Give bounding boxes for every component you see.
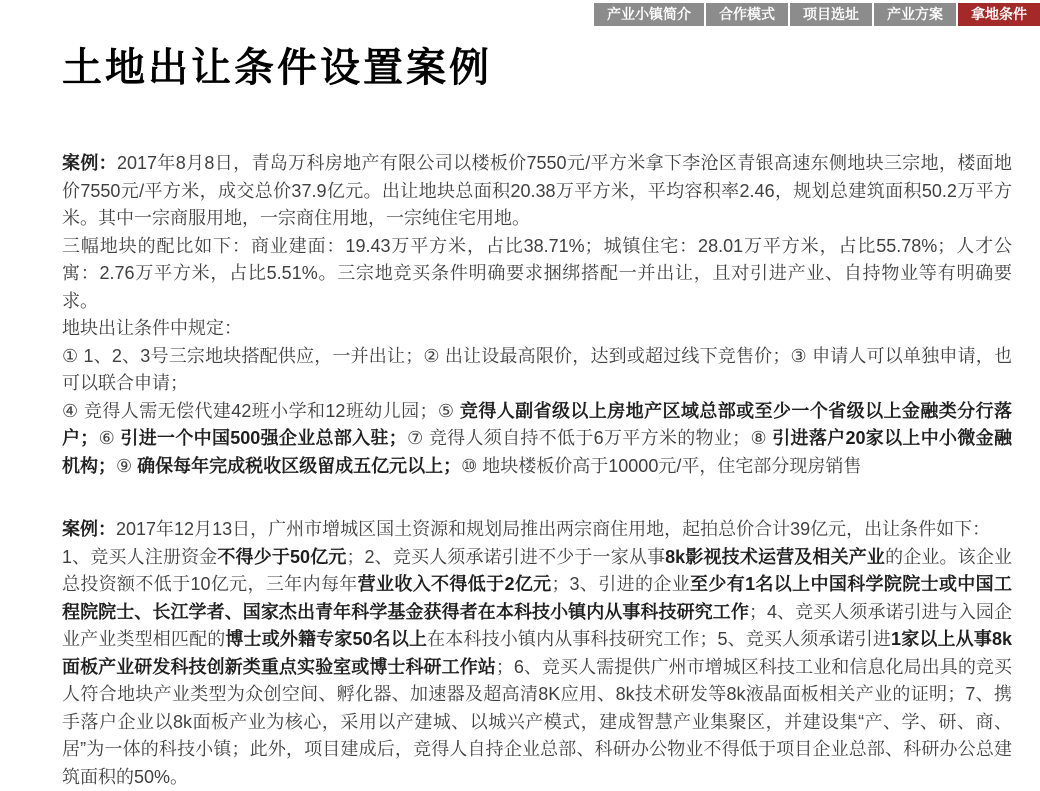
page-title: 土地出让条件设置案例: [62, 36, 492, 93]
tab-industry-town-intro[interactable]: 产业小镇简介: [594, 3, 704, 26]
case-1-ratio-paragraph: 三幅地块的配比如下：商业建面：19.43万平方米，占比38.71%；城镇住宅：28.01万平方米，占比55.78%；人才公寓：2.76万平方米，占比5.51%。三宗地竞买条件明确要求捆绑搭配一并出让，且对引进产业、自持物业等有明确要求。: [62, 233, 1012, 316]
case-2-intro-paragraph: 案例：2017年12月13日，广州市增城区国土资源和规划局推出两宗商住用地，起拍总价合计39亿元，出让条件如下：: [62, 516, 1012, 544]
case-1-rules-heading: 地块出让条件中规定：: [62, 315, 1012, 343]
tab-industry-plan[interactable]: 产业方案: [874, 3, 956, 26]
case-1-rules-4-10-paragraph: ④ 竞得人需无偿代建42班小学和12班幼儿园；⑤ 竞得人副省级以上房地产区域总部或至少一个省级以上金融类分行落户；⑥ 引进一个中国500强企业总部入驻；⑦ 竞得人须自持不低于6万平方米的物业；⑧ 引进落户20家以上中小微金融机构；⑨ 确保每年完成税收区级留成五亿元以上；⑩ 地块楼板价高于10000元/平，住宅部分现房销售: [62, 398, 1012, 481]
tab-land-acquisition[interactable]: 拿地条件: [958, 3, 1040, 26]
slide-body: [62, 150, 1012, 791]
case-2-section: [62, 516, 1012, 791]
tab-cooperation-model[interactable]: 合作模式: [706, 3, 788, 26]
tab-site-selection[interactable]: 项目选址: [790, 3, 872, 26]
case-2-conditions-paragraph: 1、竞买人注册资金不得少于50亿元；2、竞买人须承诺引进不少于一家从事8k影视技术运营及相关产业的企业。该企业总投资额不低于10亿元，三年内每年营业收入不得低于2亿元；3、引进的企业至少有1名以上中国科学院院士或中国工程院院士、长江学者、国家杰出青年科学基金获得者在本科技小镇内从事科技研究工作；4、竞买人须承诺引进与入园企业产业类型相匹配的博士或外籍专家50名以上在本科技小镇内从事科技研究工作；5、竞买人须承诺引进1家以上从事8k面板产业研发科技创新类重点实验室或博士科研工作站；6、竞买人需提供广州市增城区科技工业和信息化局出具的竞买人符合地块产业类型为众创空间、孵化器、加速器及超高清8K应用、8k技术研发等8k液晶面板相关产业的证明；7、携手落户企业以8k面板产业为核心，采用以产建城、以城兴产模式，建成智慧产业集聚区，并建设集“产、学、研、商、居”为一体的科技小镇；此外，项目建成后，竞得人自持企业总部、科研办公物业不得低于项目企业总部、科研办公总建筑面积的50%。: [62, 544, 1012, 791]
top-navigation: [592, 3, 1040, 26]
case-1-rules-1-3-paragraph: ① 1、2、3号三宗地块搭配供应，一并出让；② 出让设最高限价，达到或超过线下竞售价；③ 申请人可以单独申请，也可以联合申请；: [62, 343, 1012, 398]
case-1-intro-paragraph: 案例：2017年8月8日，青岛万科房地产有限公司以楼板价7550元/平方米拿下李沧区青银高速东侧地块三宗地，楼面地价7550元/平方米，成交总价37.9亿元。出让地块总面积20.38万平方米，平均容积率2.46，规划总建筑面积50.2万平方米。其中一宗商服用地，一宗商住用地，一宗纯住宅用地。: [62, 150, 1012, 233]
case-1-section: [62, 150, 1012, 480]
